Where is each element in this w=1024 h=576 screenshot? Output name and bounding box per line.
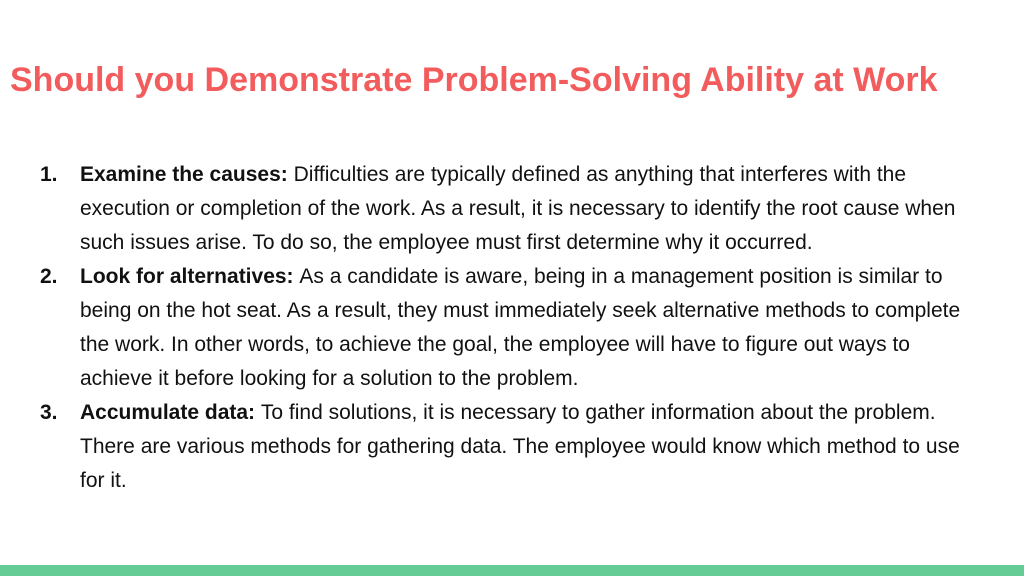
- list-item: [40, 260, 980, 396]
- slide-title: Should you Demonstrate Problem-Solving Ability at Work: [10, 61, 938, 99]
- list-item-text: As a candidate is aware, being in a management position is similar to being on the hot seat. As a result, they must immediately seek alternative methods to complete the work. In other words, to achieve the goal, the employee will have to figure out ways to achieve it before looking for a solution to the problem.: [80, 265, 961, 390]
- list-item-heading: Accumulate data:: [80, 401, 261, 424]
- list-item-number: 2.: [40, 265, 58, 288]
- list-item-number: 3.: [40, 401, 58, 424]
- list-item-text: Difficulties are typically defined as anything that interferes with the execution or completion of the work. As a result, it is necessary to identify the root cause when such issues arise. To do so, the employee must first determine why it occurred.: [80, 163, 956, 254]
- list-item-heading: Look for alternatives:: [80, 265, 300, 288]
- list-item: [40, 396, 980, 498]
- list-item-heading: Examine the causes:: [80, 163, 294, 186]
- list-item-number: 1.: [40, 163, 58, 186]
- list-item-text: To find solutions, it is necessary to gather information about the problem. There are various methods for gathering data. The employee would know which method to use for it.: [80, 401, 960, 492]
- point-list: [40, 158, 980, 498]
- list-item: [40, 158, 980, 260]
- footer-accent-bar: [0, 565, 1024, 576]
